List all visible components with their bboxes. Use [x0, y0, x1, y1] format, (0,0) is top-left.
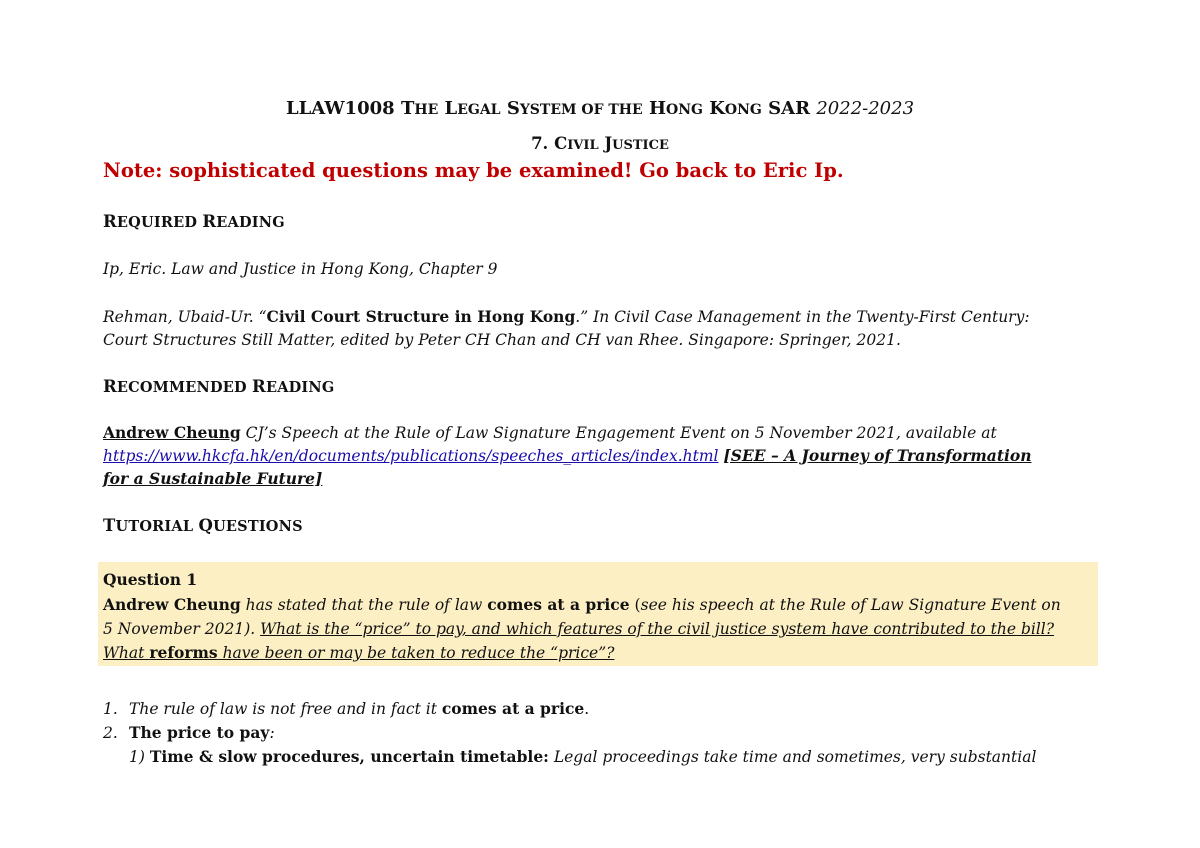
required-reading-2-line1 — [103, 306, 1098, 328]
heading-letter: R — [252, 377, 266, 396]
heading-smallcaps: UESTIONS — [213, 518, 303, 535]
title-smallcaps: ONG — [724, 102, 762, 118]
tutorial-questions-heading — [103, 515, 1098, 538]
recommended-reading-line2 — [103, 445, 1098, 467]
question-label: Question 1 — [103, 570, 198, 589]
required-reading-1: Ip, Eric. Law and Justice in Hong Kong, Chapter 9 — [103, 260, 498, 278]
list-bold: comes at a price — [441, 699, 585, 718]
course-code: LLAW1008 — [285, 98, 395, 119]
question-line3 — [103, 642, 1098, 664]
title-letter: T — [400, 98, 415, 119]
heading-smallcaps: ECOMMENDED — [116, 379, 247, 396]
question-line2 — [103, 618, 1098, 640]
recommended-reading-line1 — [103, 422, 1098, 444]
note-warning: Note: sophisticated questions may be examined! Go back to Eric Ip. — [103, 159, 844, 182]
subtitle-letter: J — [604, 134, 613, 153]
list-text: . — [584, 700, 590, 718]
list-text: : — [269, 724, 275, 742]
subtitle-smallcaps: USTICE — [612, 138, 669, 153]
citation-text: Rehman, Ubaid-Ur. “ — [103, 308, 267, 326]
title-letter: S — [506, 98, 520, 119]
subtitle-number: 7. — [531, 134, 549, 153]
document-title — [0, 98, 1200, 121]
citation-bold: Court Structure in — [305, 307, 478, 326]
question-text: has stated that the rule of law — [240, 596, 488, 614]
question-text: have been or may be taken to reduce the “price”? — [217, 644, 615, 662]
title-letter: K — [709, 98, 725, 119]
sublist-text: Legal proceedings take time and sometimes, very substantial — [548, 748, 1037, 766]
question-text: What — [103, 644, 150, 662]
citation-text: .” In Civil Case Management in the Twenty-First Century: — [575, 308, 1030, 326]
list-number: 2. — [103, 724, 118, 742]
list-number: 1. — [103, 700, 118, 718]
see-reference: [SEE – A Journey of Transformation — [723, 446, 1032, 465]
subtitle-smallcaps: IVIL — [567, 138, 599, 153]
answer-item-2 — [103, 721, 1098, 745]
recommended-reading-heading — [103, 376, 1098, 399]
question-text: ( — [629, 596, 641, 614]
question-underlined: What is the “price” to pay, and which features of the civil justice system have contributed to the bill? — [260, 620, 1055, 638]
question-text: 5 November 2021). — [103, 620, 261, 638]
heading-smallcaps: EADING — [216, 214, 285, 231]
heading-smallcaps: UTORIAL — [115, 518, 194, 535]
question-text: see his speech at the Rule of Law Signature Event on — [640, 596, 1061, 614]
heading-letter: R — [202, 212, 217, 231]
question-bold: reforms — [149, 643, 218, 662]
heading-letter: T — [103, 516, 116, 535]
title-letter: H — [648, 98, 666, 119]
question-author: Andrew Cheung — [103, 595, 241, 614]
title-year: 2022-2023 — [816, 98, 915, 119]
recommended-reading-line3: for a Sustainable Future] — [103, 469, 323, 488]
answer-item-1 — [103, 697, 1098, 721]
sublist-bold: Time & slow procedures, uncertain timetable: — [149, 747, 549, 766]
subtitle-letter: C — [554, 134, 568, 153]
hkcfa-speeches-link[interactable]: https://www.hkcfa.hk/en/documents/publications/speeches_articles/index.html — [103, 447, 719, 465]
title-smallcaps: HE — [414, 102, 439, 118]
sublist-number: 1) — [129, 748, 145, 766]
heading-letter: R — [103, 212, 117, 231]
title-smallcaps: YSTEM OF THE — [519, 102, 643, 118]
question-line1 — [103, 594, 1098, 616]
recommended-text: CJ’s Speech at the Rule of Law Signature Engagement Event on 5 November 2021, available at — [240, 424, 997, 442]
answer-subitem-1 — [129, 745, 1098, 769]
heading-letter: Q — [198, 516, 214, 535]
list-bold: The price to pay — [129, 723, 270, 742]
section-subtitle — [0, 133, 1200, 157]
title-smallcaps: ONG — [666, 102, 703, 118]
title-sar: SAR — [768, 98, 811, 119]
heading-letter: R — [103, 377, 117, 396]
citation-bold: Hong Kong — [477, 307, 576, 326]
title-letter: L — [444, 98, 458, 119]
heading-smallcaps: EADING — [265, 379, 335, 396]
heading-smallcaps: EQUIRED — [116, 214, 198, 231]
citation-bold: Civil — [266, 307, 306, 326]
question-bold: comes at a price — [487, 595, 630, 614]
required-reading-2-line2: Court Structures Still Matter, edited by Peter CH Chan and CH van Rhee. Singapore: Springer, 2021. — [103, 331, 901, 349]
required-reading-heading — [103, 211, 1098, 234]
list-text: The rule of law is not free and in fact it — [129, 700, 442, 718]
title-smallcaps: EGAL — [457, 102, 501, 118]
recommended-author: Andrew Cheung — [103, 423, 241, 442]
